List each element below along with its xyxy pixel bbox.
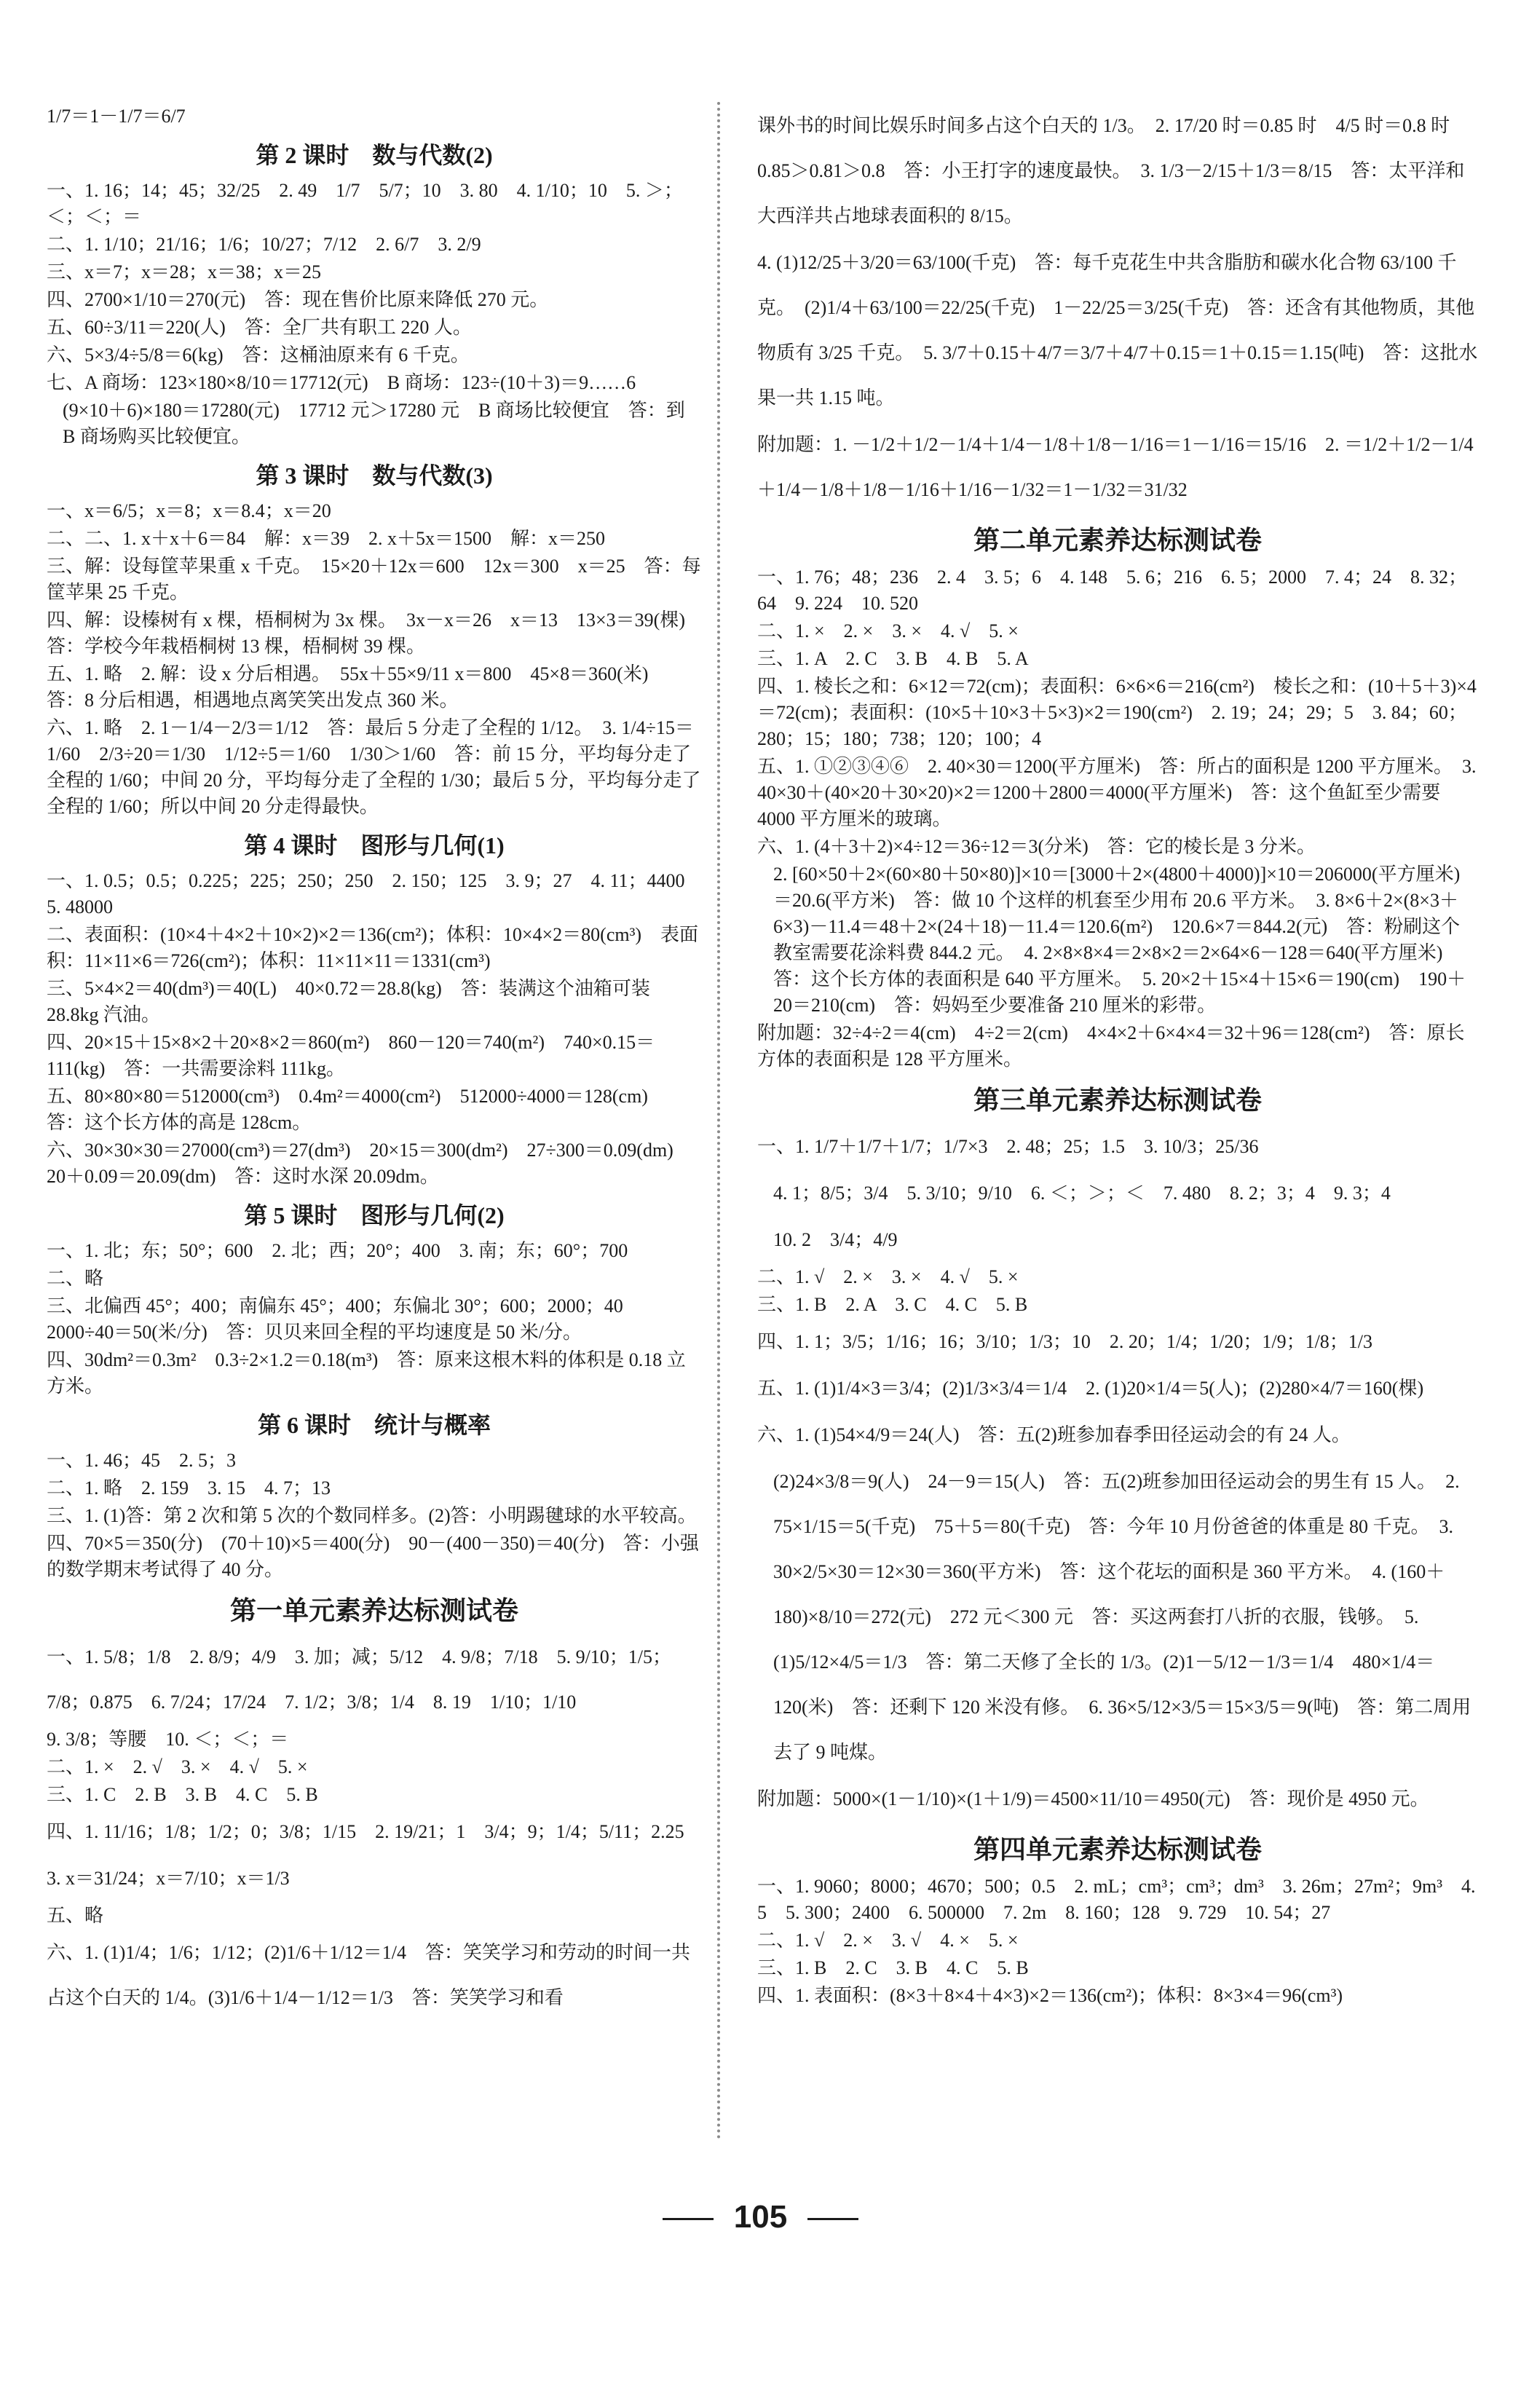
answer-line: 二、二、1. x＋x＋6＝84 解：x＝39 2. x＋5x＝1500 解：x＝250 [47,528,606,549]
answer-line: 二、1. 1/10；21/16；1/6；10/27；7/12 2. 6/7 3. 2/9 [47,234,481,255]
section-heading: 第三单元素养达标测试卷 [973,1086,1262,1115]
answer-line: 一、1. 76；48；236 2. 4 3. 5；6 4. 148 5. 6；216 6. 5；2000 7. 4；24 8. 32；64 9. 224 10. 520 [757,567,1468,614]
section-heading: 第二单元素养达标测试卷 [973,526,1262,555]
answer-line: 三、1. B 2. C 3. B 4. C 5. B [757,1957,1029,1978]
answer-line: 附加题：32÷4÷2＝4(cm) 4÷2＝2(cm) 4×4×2＋6×4×4＝32＋96＝128(cm²) 答：原长方体的表面积是 128 平方厘米。 [757,1022,1465,1070]
answer-line: 一、1. 0.5；0.5；0.225；225；250；250 2. 150；125 3. 9；27 4. 11；4400 5. 48000 [47,870,704,917]
answer-line: 一、1. 9060；8000；4670；500；0.5 2. mL；cm³；cm³；dm³ 3. 26m；27m²；9m³ 4. 5 5. 300；2400 6. 500000 7. 2m 8. 160；128 9. 729 10. 54；27 [757,1876,1476,1923]
answer-line: 六、5×3/4÷5/8＝6(kg) 答：这桶油原来有 6 千克。 [47,344,470,366]
answer-line: 四、20×15＋15×8×2＋20×8×2＝860(m²) 860－120＝740(m²) 740×0.15＝111(kg) 答：一共需要涂料 111kg。 [47,1032,655,1079]
answer-line: 三、1. A 2. C 3. B 4. B 5. A [757,648,1029,669]
answer-line: 七、A 商场：123×180×8/10＝17712(元) B 商场：123÷(10＋3)＝9……6 [47,372,636,393]
answer-line: 1/7＝1－1/7＝6/7 [47,106,186,127]
answer-line: 三、5×4×2＝40(dm³)＝40(L) 40×0.72＝28.8(kg) 答：装满这个油箱可装 28.8kg 汽油。 [47,978,650,1025]
page-number-dash-left [663,2218,714,2220]
right-column [757,102,1478,2010]
answer-line: 四、1. 棱长之和：6×12＝72(cm)；表面积：6×6×6＝216(cm²) 棱长之和：(10＋5＋3)×4＝72(cm)；表面积：(10×5＋10×3＋5×3)×2＝190(cm²) 2. 19；24；29；5 3. 84；60；280；15；180；738；120；100；4 [757,676,1477,749]
answer-line: (2)24×3/8＝9(人) 24－9＝15(人) 答：五(2)班参加田径运动会的男生有 15 人。 2. 75×1/15＝5(千克) 75＋5＝80(千克) 答：今年 10 月份爸爸的体重是 80 千克。 3. 30×2/5×30＝12×30＝360(平方米) 答：这个花坛的面积是 360 平方米。 4. (160＋180)×8/10＝272(元) 272 元＜300 元 答：买这两套打八折的衣服，钱够。 5. (1)5/12×4/5＝1/3 答：第二天修了全长的 1/3。(2)1－5/12－1/3＝1/4 480×1/4＝120(米) 答：还剩下 120 米没有修。 6. 36×5/12×3/5＝15×3/5＝9(吨) 答：第二周用去了 9 吨煤。 [773,1471,1471,1763]
page-number-text: 105 [733,2199,788,2235]
answer-line: 四、2700×1/10＝270(元) 答：现在售价比原来降低 270 元。 [47,289,549,310]
answer-line: 四、1. 1；3/5；1/16；16；3/10；1/3；10 2. 20；1/4；1/20；1/9；1/8；1/3 [757,1331,1373,1352]
answer-line: 三、1. C 2. B 3. B 4. C 5. B [47,1784,318,1805]
answer-line: 三、1. B 2. A 3. C 4. C 5. B [757,1294,1028,1315]
answer-line: 4. 1；8/5；3/4 5. 3/10；9/10 6. ＜；＞；＜ 7. 480 8. 2；3；4 9. 3；4 [773,1183,1391,1204]
section-heading: 第四单元素养达标测试卷 [973,1835,1262,1864]
answer-line: 三、解：设每筐苹果重 x 千克。 15×20＋12x＝600 12x＝300 x＝25 答：每筐苹果 25 千克。 [47,556,701,603]
column-divider [717,102,720,2141]
answer-line: 一、1. 46；45 2. 5；3 [47,1450,237,1471]
answer-line: 四、70×5＝350(分) (70＋10)×5＝400(分) 90－(400－350)＝40(分) 答：小强的数学期末考试得了 40 分。 [47,1533,699,1580]
answer-line: 五、60÷3/11＝220(人) 答：全厂共有职工 220 人。 [47,317,472,338]
section-heading: 第 6 课时 统计与概率 [257,1412,491,1438]
answer-line: 二、1. √ 2. × 3. × 4. √ 5. × [757,1266,1019,1287]
answer-line: 二、1. × 2. × 3. × 4. √ 5. × [757,620,1019,642]
answer-line: 附加题：5000×(1－1/10)×(1＋1/9)＝4500×11/10＝4950(元) 答：现价是 4950 元。 [757,1788,1429,1809]
answer-line: 三、北偏西 45°；400；南偏东 45°；400；东偏北 30°；600；2000；40 2000÷40＝50(米/分) 答：贝贝来回全程的平均速度是 50 米/分。 [47,1295,642,1343]
answer-line: 六、1. (1)1/4；1/6；1/12；(2)1/6＋1/12＝1/4 答：笑笑学习和劳动的时间一共占这个白天的 1/4。(3)1/6＋1/4－1/12＝1/3 答：笑笑学习和看 [47,1942,690,2008]
answer-line: 二、表面积：(10×4＋4×2＋10×2)×2＝136(cm²)；体积：10×4×2＝80(cm³) 表面积：11×11×6＝726(cm²)；体积：11×11×11＝1331(cm³) [47,924,699,971]
answer-line: 二、1. × 2. √ 3. × 4. √ 5. × [47,1756,308,1777]
answer-line: 一、1. 16；14；45；32/25 2. 49 1/7 5/7；10 3. 80 4. 1/10；10 5. ＞；＜；＜；＝ [47,180,683,227]
answer-line: 10. 2 3/4；4/9 [773,1229,898,1250]
answer-line: 五、略 [47,1905,104,1926]
left-column [47,102,702,2022]
section-heading: 第 5 课时 图形与几何(2) [244,1202,505,1228]
answer-line: 一、x＝6/5；x＝8；x＝8.4；x＝20 [47,500,331,521]
answer-line: 六、30×30×30＝27000(cm³)＝27(dm³) 20×15＝300(dm²) 27÷300＝0.09(dm) 20＋0.09＝20.09(dm) 答：这时水深 20.09dm。 [47,1140,692,1187]
answer-line: 六、1. (4＋3＋2)×4÷12＝36÷12＝3(分米) 答：它的棱长是 3 分米。 [757,836,1316,857]
answer-line: 六、1. (1)54×4/9＝24(人) 答：五(2)班参加春季田径运动会的有 24 人。 [757,1424,1351,1445]
answer-line: 一、1. 5/8；1/8 2. 8/9；4/9 3. 加；减；5/12 4. 9/8；7/18 5. 9/10；1/5；7/8；0.875 6. 7/24；17/24 7. 1/2；3/8；1/4 8. 19 1/10；1/10 [47,1646,672,1713]
answer-line: 五、1. 略 2. 解：设 x 分后相遇。 55x＋55×9/11 x＝800 45×8＝360(米) 答：8 分后相遇，相遇地点离笑笑出发点 360 米。 [47,663,668,711]
answer-line: 六、1. 略 2. 1－1/4－2/3＝1/12 答：最后 5 分走了全程的 1/12。 3. 1/4÷15＝1/60 2/3÷20＝1/30 1/12÷5＝1/60 1/30＞1/60 答：前 15 分，平均每分走了全程的 1/60；中间 20 分，平均每分走了全程的 1/30；最后 5 分，平均每分走了全程的 1/60；所以中间 20 分走得最快。 [47,717,701,817]
answer-line: 四、解：设榛树有 x 棵，梧桐树为 3x 棵。 3x－x＝26 x＝13 13×3＝39(棵) 答：学校今年栽梧桐树 13 棵，梧桐树 39 棵。 [47,609,704,657]
answer-line: 课外书的时间比娱乐时间多占这个白天的 1/3。 2. 17/20 时＝0.85 时 4/5 时＝0.8 时 0.85＞0.81＞0.8 答：小王打字的速度最快。 3. 1/3－2/15＋1/3＝8/15 答：太平洋和大西洋共占地球表面积的 8/15。 [757,115,1469,226]
answer-line: (9×10＋6)×180＝17280(元) 17712 元＞17280 元 B 商场比较便宜 答：到 B 商场购买比较便宜。 [63,400,685,447]
answer-line: 五、1. ①②③④⑥ 2. 40×30＝1200(平方厘米) 答：所占的面积是 1200 平方厘米。 3. 40×30＋(40×20＋30×20)×2＝1200＋2800＝4000(平方厘米) 答：这个鱼缸至少需要 4000 平方厘米的玻璃。 [757,756,1477,829]
section-heading: 第 4 课时 图形与几何(1) [244,832,505,858]
answer-line: 附加题：1. －1/2＋1/2－1/4＋1/4－1/8＋1/8－1/16＝1－1/16＝15/16 2. ＝1/2＋1/2－1/4＋1/4－1/8＋1/8－1/16＋1/16－1/32＝1－1/32＝31/32 [757,434,1474,500]
answer-line: 四、1. 表面积：(8×3＋8×4＋4×3)×2＝136(cm²)；体积：8×3×4＝96(cm³) [757,1985,1343,2006]
answer-line: 2. [60×50＋2×(60×80＋50×80)]×10＝[3000＋2×(4800＋4000)]×10＝206000(平方厘米)＝20.6(平方米) 答：做 10 个这样的机套至少用布 20.6 平方米。 3. 8×6＋2×(8×3＋6×3)－11.4＝48＋2×(24＋18)－11.4＝120.6(m²) 120.6×7＝844.2(元) 答：粉刷这个教室需要花涂料费 844.2 元。 4. 2×8×8×4＝2×8×2＝2×64×6－128＝640(平方厘米) 答：这个长方体的表面积是 640 平方厘米。 5. 20×2＋15×4＋15×6＝190(cm) 190＋20＝210(cm) 答：妈妈至少要准备 210 厘米的彩带。 [773,864,1466,1016]
answer-line: 二、1. √ 2. × 3. √ 4. × 5. × [757,1930,1019,1951]
section-heading: 第 3 课时 数与代数(3) [256,462,493,489]
page-number-dash-right [807,2218,858,2220]
answer-line: 二、略 [47,1268,104,1289]
answer-line: 一、1. 1/7＋1/7＋1/7；1/7×3 2. 48；25；1.5 3. 10/3；25/36 [757,1136,1259,1157]
answer-line: 三、1. (1)答：第 2 次和第 5 次的个数同样多。(2)答：小明踢毽球的水平较高。 [47,1505,697,1526]
answer-line: 二、1. 略 2. 159 3. 15 4. 7；13 [47,1477,331,1499]
answer-line: 9. 3/8；等腰 10. ＜；＜；＝ [47,1729,289,1750]
answer-line: 4. (1)12/25＋3/20＝63/100(千克) 答：每千克花生中共含脂肪和碳水化合物 63/100 千克。 (2)1/4＋63/100＝22/25(千克) 1－22/25＝3/25(千克) 答：还含有其他物质，其他物质有 3/25 千克。 5. 3/7＋0.15＋4/7＝3/7＋4/7＋0.15＝1＋0.15＝1.15(吨) 答：这批水果一共 1.15 吨。 [757,252,1478,408]
page-number [0,2199,1521,2235]
section-heading: 第 2 课时 数与代数(2) [256,142,493,168]
answer-line: 五、80×80×80＝512000(cm³) 0.4m²＝4000(cm²) 512000÷4000＝128(cm) 答：这个长方体的高是 128cm。 [47,1086,667,1133]
answer-line: 一、1. 北；东；50°；600 2. 北；西；20°；400 3. 南；东；60°；700 [47,1240,628,1261]
answer-line: 四、30dm²＝0.3m² 0.3÷2×1.2＝0.18(m³) 答：原来这根木料的体积是 0.18 立方米。 [47,1349,686,1397]
answer-line: 五、1. (1)1/4×3＝3/4；(2)1/3×3/4＝1/4 2. (1)20×1/4＝5(人)；(2)280×4/7＝160(棵) [757,1378,1424,1399]
section-heading: 第一单元素养达标测试卷 [229,1596,518,1625]
answer-line: 四、1. 11/16；1/8；1/2；0；3/8；1/15 2. 19/21；1 3/4；9；1/4；5/11；2.25 [47,1821,684,1842]
answer-line: 3. x＝31/24；x＝7/10；x＝1/3 [47,1868,290,1889]
answer-line: 三、x＝7；x＝28；x＝38；x＝25 [47,261,322,283]
